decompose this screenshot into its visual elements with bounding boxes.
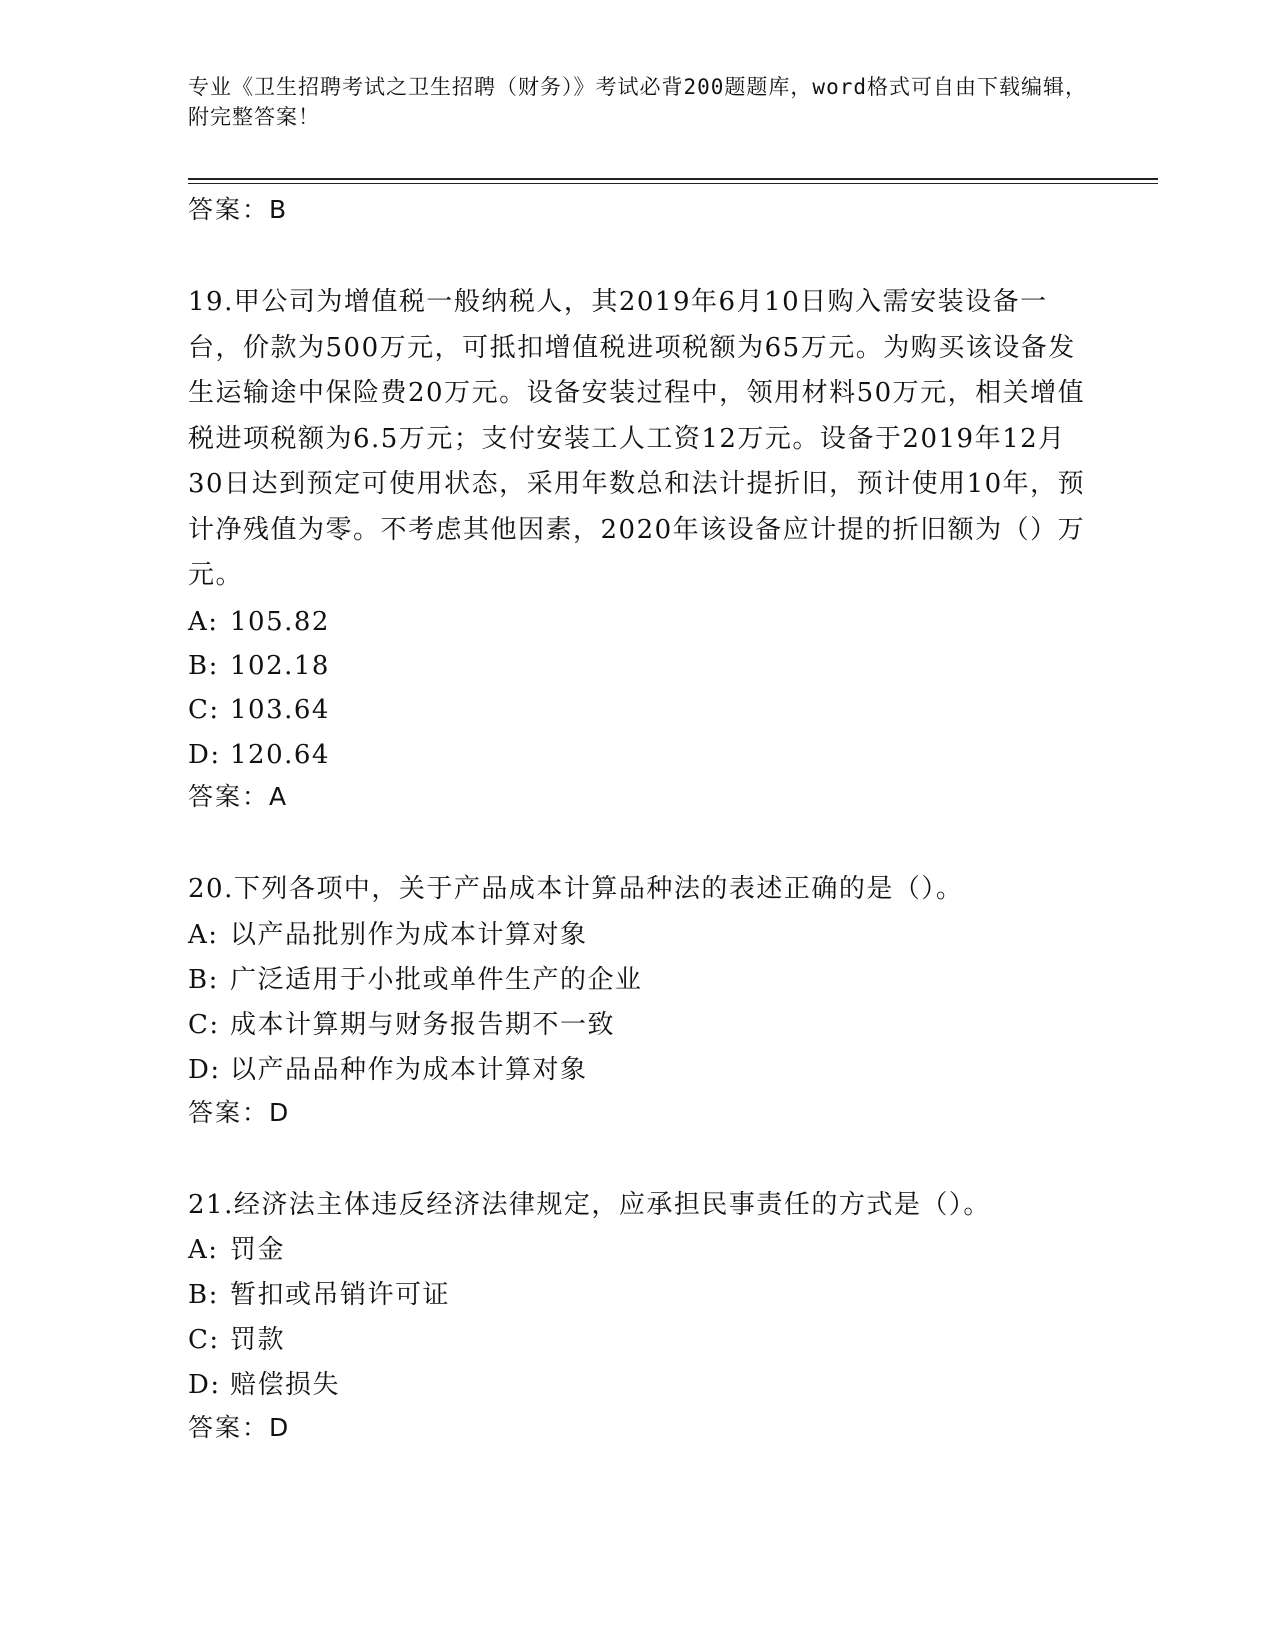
question-20-option-a [188,915,588,955]
header-rule-thick [188,178,1158,180]
question-20-text: 20.下列各项中，关于产品成本计算品种法的表述正确的是（）。 [188,874,964,904]
option-letter: A: [188,920,219,950]
option-letter: D: [188,1055,221,1085]
question-19-option-a [188,602,330,642]
question-20-option-c [188,1005,615,1045]
option-letter: B: [188,965,219,995]
header-rule-thin [188,183,1158,184]
option-text: 102.18 [230,651,330,681]
option-text: 以产品品种作为成本计算对象 [230,1055,588,1085]
option-letter: C: [188,1325,220,1355]
option-letter: C: [188,1010,220,1040]
option-text: 105.82 [230,607,330,637]
option-letter: D: [188,740,221,770]
question-21-option-b [188,1275,450,1315]
option-text: 罚款 [230,1325,286,1355]
question-19-option-c [188,690,330,730]
question-20-answer: 答案：D [188,1098,291,1127]
question-19-answer: 答案：A [188,782,289,811]
option-letter: A: [188,1235,219,1265]
option-letter: B: [188,651,219,681]
option-letter: B: [188,1280,219,1310]
document-header: 专业《卫生招聘考试之卫生招聘（财务）》考试必背200题题库，word格式可自由下载编辑，附完整答案！ [188,75,1087,129]
question-21-text: 21.经济法主体违反经济法律规定，应承担民事责任的方式是（）。 [188,1190,991,1220]
question-21-option-c [188,1320,285,1360]
previous-answer: 答案：B [188,195,289,224]
question-19-text: 19.甲公司为增值税一般纳税人，其2019年6月10日购入需安装设备一台，价款为500万元，可抵扣增值税进项税额为65万元。为购买该设备发生运输途中保险费20万元。设备安装过程中，领用材料50万元，相关增值税进项税额为6.5万元；支付安装工人工资12万元。设备于2019年12月30日达到预定可使用状态，采用年数总和法计提折旧，预计使用10年，预计净残值为零。不考虑其他因素，2020年该设备应计提的折旧额为（）万元。 [188,287,1086,590]
question-20-option-d [188,1050,588,1090]
option-text: 罚金 [230,1235,286,1265]
question-19-option-b [188,646,330,686]
option-text: 赔偿损失 [230,1370,341,1400]
option-letter: D: [188,1370,221,1400]
option-text: 103.64 [230,695,330,725]
option-text: 120.64 [230,740,330,770]
option-letter: A: [188,607,219,637]
option-text: 以产品批别作为成本计算对象 [230,920,588,950]
question-19-option-d [188,735,330,775]
question-21-answer: 答案：D [188,1413,291,1442]
option-text: 成本计算期与财务报告期不一致 [230,1010,616,1040]
option-text: 广泛适用于小批或单件生产的企业 [230,965,643,995]
option-text: 暂扣或吊销许可证 [230,1280,451,1310]
question-20-option-b [188,960,643,1000]
option-letter: C: [188,695,220,725]
question-21-option-a [188,1230,285,1270]
question-21-option-d [188,1365,340,1405]
